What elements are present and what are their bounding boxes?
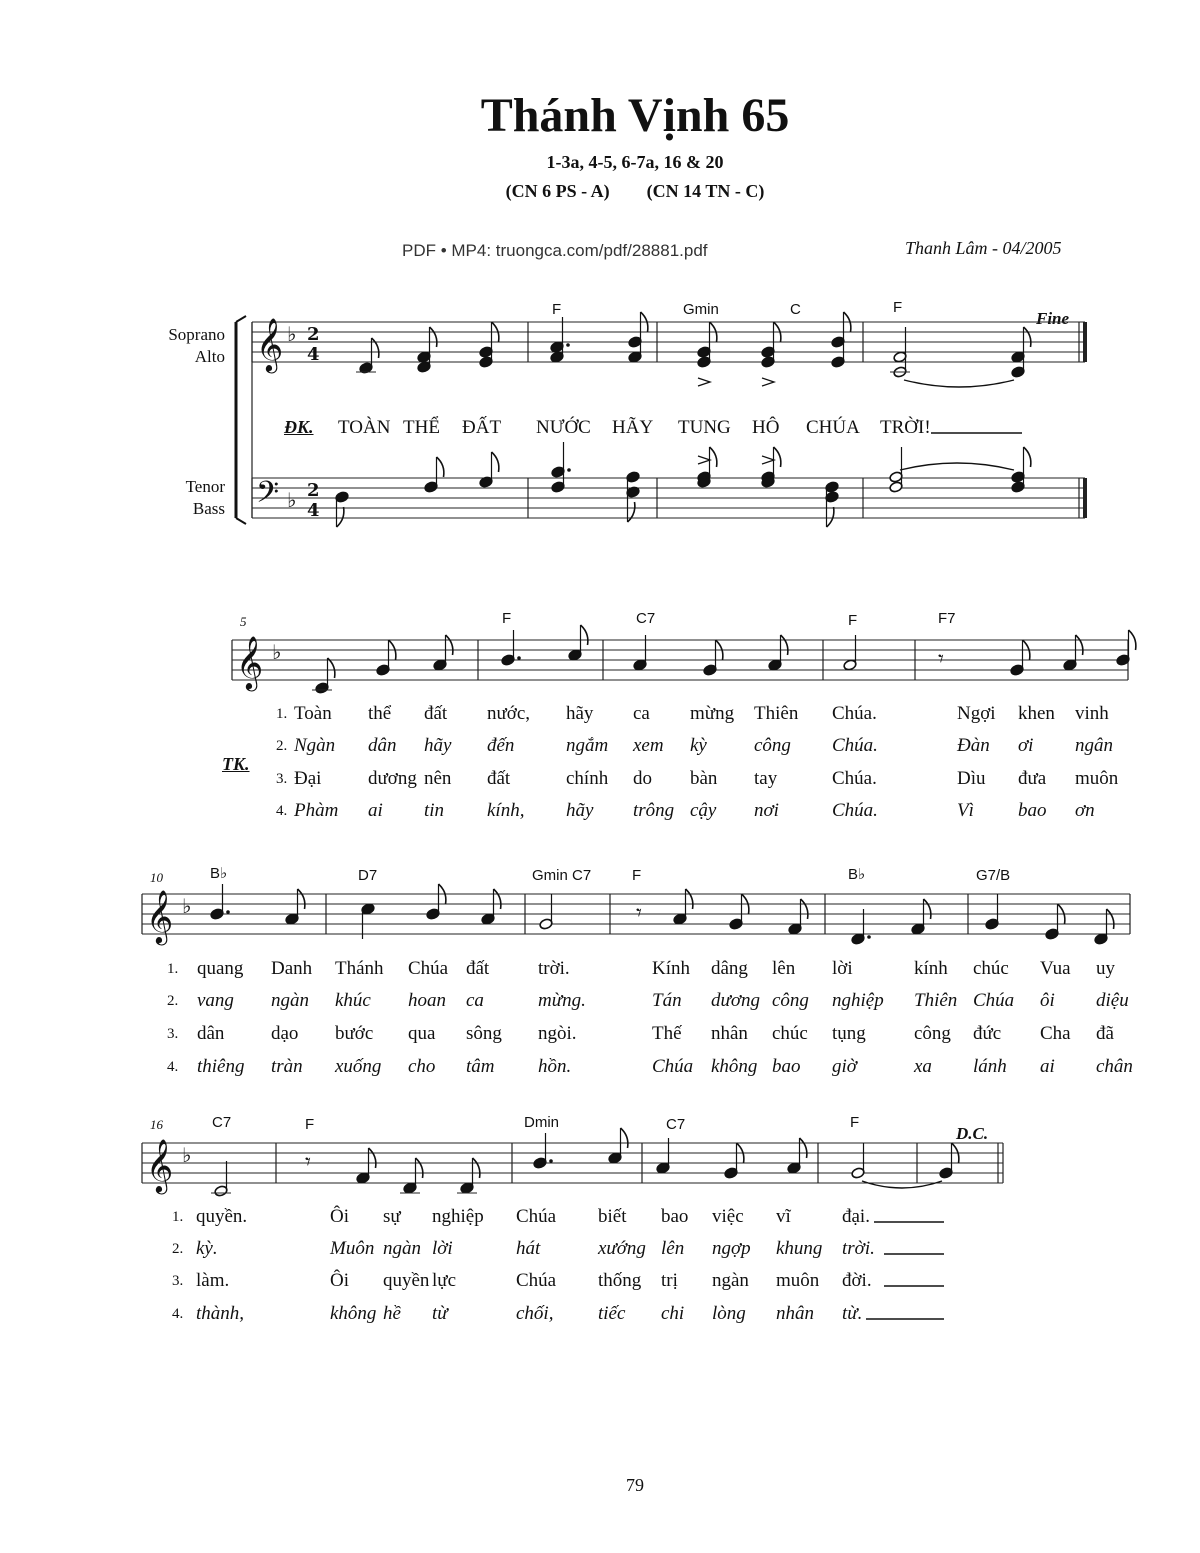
lyric-word: Danh bbox=[271, 958, 313, 979]
lyric-word: qua bbox=[408, 1023, 436, 1044]
time-signature: 4 bbox=[307, 500, 320, 521]
lyric-word: Chúa. bbox=[832, 703, 877, 724]
lyric-word: Dìu bbox=[957, 768, 986, 789]
chord-symbol: B♭ bbox=[210, 865, 228, 882]
lyric-word: sự bbox=[383, 1206, 401, 1227]
chord-symbol: B♭ bbox=[848, 866, 866, 883]
lyric-word: đất bbox=[487, 768, 511, 789]
lyric-word: chúc bbox=[772, 1023, 808, 1044]
lyric-word: khen bbox=[1018, 703, 1055, 724]
lyric-word: giờ bbox=[832, 1056, 857, 1077]
verse-number: 1. bbox=[172, 1209, 184, 1225]
eighth-rest-icon: 𝄾 bbox=[636, 901, 642, 926]
chord-symbol: F bbox=[552, 301, 562, 318]
occasion-2: (CN 14 TN - C) bbox=[646, 181, 765, 201]
lyric-word: biết bbox=[598, 1206, 627, 1227]
lyric-word: bao bbox=[661, 1206, 689, 1227]
lyric-word: Chúa bbox=[408, 958, 449, 979]
note-dot bbox=[517, 656, 521, 660]
lyric-word: HÃY bbox=[612, 417, 654, 438]
measure-number: 5 bbox=[240, 614, 247, 629]
note-dot bbox=[549, 1159, 553, 1163]
lyric-word: lánh bbox=[973, 1056, 1007, 1077]
lyric-word: từ. bbox=[842, 1303, 863, 1324]
tenor-label: Tenor bbox=[185, 477, 225, 496]
lyric-word: ngàn bbox=[712, 1270, 749, 1291]
verse-number: 1. bbox=[276, 706, 288, 722]
lyric-word: bước bbox=[335, 1023, 374, 1044]
lyric-word: Tán bbox=[652, 990, 682, 1011]
lyric-word: tin bbox=[424, 800, 445, 821]
note-flag bbox=[621, 1128, 628, 1148]
lyric-word: Đàn bbox=[957, 735, 990, 756]
measure-number: 16 bbox=[150, 1117, 163, 1132]
lyric-word: đại. bbox=[842, 1206, 870, 1227]
note-dot bbox=[867, 935, 871, 939]
lyric-word: kính, bbox=[487, 800, 525, 821]
lyric-word: chi bbox=[661, 1303, 685, 1324]
lyric-word: đức bbox=[973, 1023, 1002, 1044]
bass-label: Bass bbox=[192, 499, 225, 518]
lyric-word: sông bbox=[466, 1023, 502, 1044]
lyric-word: CHÚA bbox=[806, 417, 860, 438]
lyric-word: Phàm bbox=[294, 800, 339, 821]
note-dot bbox=[566, 343, 570, 347]
note-flag bbox=[781, 635, 788, 655]
lyric-word: Toàn bbox=[294, 703, 332, 724]
lyric-word: hồn. bbox=[538, 1056, 572, 1077]
lyric-word: bao bbox=[1018, 800, 1047, 821]
flat-icon: ♭ bbox=[182, 1143, 192, 1167]
verse-number: 3. bbox=[276, 771, 288, 787]
lyric-word: dương bbox=[368, 768, 417, 789]
lyric-word: trông bbox=[633, 800, 675, 821]
chord-symbol: G7/B bbox=[976, 867, 1011, 884]
chord-symbol: F bbox=[850, 1114, 860, 1131]
lyric-word: Chúa. bbox=[832, 800, 878, 821]
eighth-rest-icon: 𝄾 bbox=[305, 1150, 311, 1175]
lyric-word: xuống bbox=[335, 1056, 382, 1077]
lyric-word: ca bbox=[466, 990, 484, 1011]
lyric-word: dâng bbox=[711, 958, 748, 979]
note-flag bbox=[800, 1138, 807, 1158]
lyric-word: dạo bbox=[271, 1023, 299, 1044]
tie bbox=[900, 463, 1014, 470]
refrain-label: ĐK. bbox=[284, 417, 314, 437]
flat-icon: ♭ bbox=[287, 322, 297, 346]
lyric-word: xướng bbox=[598, 1238, 646, 1259]
accent-mark bbox=[762, 378, 774, 386]
tie bbox=[862, 1181, 942, 1188]
lyric-word: nơi bbox=[754, 800, 779, 821]
note-flag bbox=[774, 447, 781, 467]
lyric-word: Chúa bbox=[652, 1056, 694, 1077]
lyric-word: Chúa. bbox=[832, 768, 877, 789]
lyric-word: tiếc bbox=[598, 1303, 626, 1324]
lyric-word: lời bbox=[432, 1238, 453, 1259]
lyric-word: Đại bbox=[294, 768, 322, 789]
soprano-label: Soprano bbox=[168, 325, 225, 344]
chord-symbol: F bbox=[305, 1116, 315, 1133]
lyric-word: chối, bbox=[516, 1303, 554, 1324]
flat-icon: ♭ bbox=[287, 488, 297, 512]
lyric-word: lời bbox=[832, 958, 853, 979]
verse-number: 2. bbox=[167, 993, 179, 1009]
lyric-word: do bbox=[633, 768, 652, 789]
lyric-word: ngàn bbox=[271, 990, 309, 1011]
verse-number: 2. bbox=[172, 1241, 184, 1257]
lyric-word: Kính bbox=[652, 958, 690, 979]
note-dot bbox=[567, 468, 571, 472]
lyric-word: TRỜI! bbox=[880, 417, 931, 438]
chord-symbol: F bbox=[893, 299, 903, 316]
lyric-word: HÔ bbox=[752, 417, 780, 438]
lyric-word: không bbox=[330, 1303, 377, 1324]
lyric-word: đất bbox=[466, 958, 490, 979]
lyric-word: NƯỚC bbox=[536, 417, 591, 438]
flat-icon: ♭ bbox=[182, 894, 192, 918]
lyric-word: đưa bbox=[1018, 768, 1047, 789]
lyric-word: xem bbox=[633, 735, 664, 756]
lyric-word: hề bbox=[383, 1303, 401, 1324]
lyric-word: trời. bbox=[538, 958, 570, 979]
lyric-word: nghiệp bbox=[432, 1206, 484, 1227]
chord-symbol: F bbox=[632, 867, 642, 884]
note-flag bbox=[827, 507, 834, 527]
treble-clef-icon: 𝄞 bbox=[146, 889, 174, 943]
note-flag bbox=[924, 899, 931, 919]
lyric-word: công bbox=[772, 990, 809, 1011]
note-flag bbox=[1129, 630, 1136, 650]
fine-marking: Fine bbox=[1036, 309, 1070, 328]
lyric-word: tâm bbox=[466, 1056, 495, 1077]
lyric-word: ai bbox=[368, 800, 383, 821]
time-signature: 2 bbox=[307, 480, 320, 501]
note-flag bbox=[369, 1148, 376, 1168]
lyric-word: dân bbox=[197, 1023, 225, 1044]
note-flag bbox=[1024, 327, 1031, 347]
note-flag bbox=[1076, 635, 1083, 655]
lyric-word: Cha bbox=[1040, 1023, 1071, 1044]
lyric-word: quyền. bbox=[196, 1206, 248, 1227]
lyric-word: ơn bbox=[1075, 800, 1095, 821]
time-signature: 4 bbox=[307, 344, 320, 365]
dc-marking: D.C. bbox=[956, 1124, 989, 1143]
lyric-word: muôn bbox=[1075, 768, 1119, 789]
treble-clef-icon: 𝄞 bbox=[236, 635, 264, 689]
note-flag bbox=[492, 452, 499, 472]
lyric-word: trị bbox=[661, 1270, 678, 1291]
note-flag bbox=[328, 658, 335, 678]
lyric-word: Thánh bbox=[335, 958, 384, 979]
lyric-word: ngòi. bbox=[538, 1023, 577, 1044]
note-flag bbox=[710, 447, 717, 467]
source-link[interactable]: PDF • MP4: truongca.com/pdf/28881.pdf bbox=[402, 241, 708, 260]
lyric-word: thể bbox=[368, 703, 392, 724]
lyric-word: không bbox=[711, 1056, 758, 1077]
lyric-word: nước, bbox=[487, 703, 531, 724]
lyric-word: quang bbox=[197, 958, 244, 979]
lyric-word: kỳ. bbox=[196, 1238, 218, 1259]
lyric-word: bao bbox=[772, 1056, 801, 1077]
lyric-word: khung bbox=[776, 1238, 823, 1259]
lyric-word: đã bbox=[1096, 1023, 1114, 1044]
lyric-word: xa bbox=[914, 1056, 932, 1077]
note-flag bbox=[298, 889, 305, 909]
lyric-word: THỂ bbox=[403, 417, 440, 438]
note-dot bbox=[226, 910, 230, 914]
lyric-word: Chúa bbox=[516, 1206, 557, 1227]
lyric-word: ngắm bbox=[566, 735, 609, 756]
lyric-word: nên bbox=[424, 768, 452, 789]
note-flag bbox=[473, 1158, 480, 1178]
lyric-word: Ôi bbox=[330, 1270, 349, 1291]
chord-symbol: F bbox=[848, 612, 858, 629]
lyric-word: kính bbox=[914, 958, 948, 979]
lyric-word: cậy bbox=[690, 800, 717, 821]
composer-credit: Thanh Lâm - 04/2005 bbox=[905, 238, 1062, 258]
verse-number: 4. bbox=[276, 803, 288, 819]
lyric-word: ngân bbox=[1075, 735, 1113, 756]
note-flag bbox=[801, 899, 808, 919]
lyric-word: ca bbox=[633, 703, 650, 724]
lyric-word: ôi bbox=[1040, 990, 1055, 1011]
chord-symbol: F7 bbox=[938, 610, 956, 627]
verses-reference: 1-3a, 4-5, 6-7a, 16 & 20 bbox=[546, 152, 724, 172]
note-flag bbox=[581, 625, 588, 645]
verse-number: 2. bbox=[276, 738, 288, 754]
lyric-word: hoan bbox=[408, 990, 446, 1011]
lyric-word: Chúa bbox=[973, 990, 1015, 1011]
chord-symbol: C7 bbox=[212, 1114, 232, 1131]
verse-label: TK. bbox=[222, 754, 250, 774]
lyric-word: công bbox=[914, 1023, 951, 1044]
note-flag bbox=[628, 502, 635, 522]
accent-mark bbox=[698, 378, 710, 386]
page-number: 79 bbox=[626, 1475, 644, 1495]
lyric-word: đất bbox=[424, 703, 448, 724]
lyric-word: kỳ bbox=[690, 735, 707, 756]
lyric-word: nghiệp bbox=[832, 990, 884, 1011]
lyric-word: chính bbox=[566, 768, 609, 789]
chord-symbol: Dmin bbox=[524, 1114, 560, 1131]
lyric-word: ĐẤT bbox=[462, 417, 502, 438]
lyric-word: Chúa. bbox=[832, 735, 878, 756]
lyric-word: tụng bbox=[832, 1023, 866, 1044]
lyric-word: chân bbox=[1096, 1056, 1133, 1077]
verse-number: 3. bbox=[167, 1026, 179, 1042]
lyric-word: dân bbox=[368, 735, 397, 756]
lyric-word: Thiên bbox=[754, 703, 799, 724]
song-title: Thánh Vịnh 65 bbox=[480, 89, 790, 142]
lyric-word: lên bbox=[661, 1238, 685, 1259]
lyric-word: lòng bbox=[712, 1303, 746, 1324]
treble-clef-icon: 𝄞 bbox=[256, 317, 284, 371]
lyric-word: vang bbox=[197, 990, 234, 1011]
time-signature: 2 bbox=[307, 324, 320, 345]
note-flag bbox=[1024, 447, 1031, 467]
lyric-word: ơi bbox=[1018, 735, 1034, 756]
chord-symbol: Gmin C7 bbox=[532, 867, 592, 884]
lyric-word: lên bbox=[772, 958, 796, 979]
lyric-word: uy bbox=[1096, 958, 1115, 979]
lyric-word: ngợp bbox=[712, 1238, 751, 1259]
lyric-word: từ bbox=[432, 1303, 448, 1324]
lyric-word: ngàn bbox=[383, 1238, 421, 1259]
verse-number: 3. bbox=[172, 1273, 184, 1289]
lyric-word: thống bbox=[598, 1270, 642, 1291]
lyric-word: Muôn bbox=[330, 1238, 375, 1259]
lyric-word: khúc bbox=[335, 990, 371, 1011]
lyric-word: làm. bbox=[196, 1270, 230, 1291]
chord-symbol: C bbox=[790, 301, 801, 318]
lyric-word: Thiên bbox=[914, 990, 958, 1011]
lyric-word: muôn bbox=[776, 1270, 820, 1291]
note-flag bbox=[1107, 909, 1114, 929]
lyric-word: diệu bbox=[1096, 990, 1129, 1011]
note-flag bbox=[337, 507, 344, 527]
lyric-word: dương bbox=[711, 990, 761, 1011]
lyric-word: hãy bbox=[424, 735, 452, 756]
lyric-word: việc bbox=[712, 1206, 744, 1227]
lyric-word: công bbox=[754, 735, 791, 756]
lyric-word: thành, bbox=[196, 1303, 245, 1324]
lyric-word: mừng bbox=[690, 703, 735, 724]
accent-mark bbox=[762, 456, 774, 464]
lyric-word: Vua bbox=[1040, 958, 1071, 979]
chord-symbol: C7 bbox=[666, 1116, 686, 1133]
lyric-word: tràn bbox=[271, 1056, 303, 1077]
verse-number: 1. bbox=[167, 961, 179, 977]
lyric-word: hát bbox=[516, 1238, 541, 1259]
lyric-word: ai bbox=[1040, 1056, 1055, 1077]
chord-symbol: C7 bbox=[636, 610, 656, 627]
lyric-word: cho bbox=[408, 1056, 436, 1077]
final-barline bbox=[1083, 478, 1087, 518]
lyric-word: Ngàn bbox=[294, 735, 336, 756]
lyric-word: bàn bbox=[690, 768, 718, 789]
verse-number: 4. bbox=[172, 1306, 184, 1322]
lyric-word: Chúa bbox=[516, 1270, 557, 1291]
lyric-word: đến bbox=[487, 735, 515, 756]
bass-clef-icon: 𝄢 bbox=[256, 476, 280, 517]
chord-symbol: D7 bbox=[358, 867, 378, 884]
note-flag bbox=[372, 338, 379, 358]
lyric-word: Vì bbox=[957, 800, 974, 821]
note-flag bbox=[446, 635, 453, 655]
lyric-word: TUNG bbox=[678, 417, 731, 438]
occasion-1: (CN 6 PS - A) bbox=[505, 181, 610, 201]
verse-number: 4. bbox=[167, 1059, 179, 1075]
lyric-word: lực bbox=[432, 1270, 457, 1291]
lyric-word: chúc bbox=[973, 958, 1009, 979]
lyric-word: hãy bbox=[566, 703, 594, 724]
chord-symbol: Gmin bbox=[683, 301, 719, 318]
lyric-word: Ôi bbox=[330, 1206, 349, 1227]
note-flag bbox=[430, 327, 437, 347]
lyric-word: hãy bbox=[566, 800, 594, 821]
note-flag bbox=[686, 889, 693, 909]
lyric-word: đời. bbox=[842, 1270, 872, 1291]
alto-label: Alto bbox=[194, 347, 225, 366]
lyric-word: TOÀN bbox=[338, 417, 391, 438]
tie bbox=[904, 380, 1014, 387]
lyric-word: tay bbox=[754, 768, 778, 789]
lyric-word: Thế bbox=[652, 1023, 682, 1044]
final-barline bbox=[1083, 322, 1087, 362]
lyric-word: mừng. bbox=[538, 990, 586, 1011]
lyric-word: thiêng bbox=[197, 1056, 245, 1077]
lyric-word: quyền bbox=[383, 1270, 430, 1291]
measure-number: 10 bbox=[150, 870, 163, 885]
treble-clef-icon: 𝄞 bbox=[146, 1138, 174, 1192]
accent-mark bbox=[698, 456, 710, 464]
lyric-word: trời. bbox=[842, 1238, 875, 1259]
note-flag bbox=[416, 1158, 423, 1178]
note-flag bbox=[437, 457, 444, 477]
lyric-word: nhân bbox=[776, 1303, 814, 1324]
chord-symbol: F bbox=[502, 610, 512, 627]
flat-icon: ♭ bbox=[272, 640, 282, 664]
note-flag bbox=[494, 889, 501, 909]
lyric-word: Ngợi bbox=[957, 703, 996, 724]
lyric-word: vinh bbox=[1075, 703, 1109, 724]
eighth-rest-icon: 𝄾 bbox=[938, 647, 944, 672]
lyric-word: nhân bbox=[711, 1023, 748, 1044]
lyric-word: vĩ bbox=[776, 1206, 791, 1227]
